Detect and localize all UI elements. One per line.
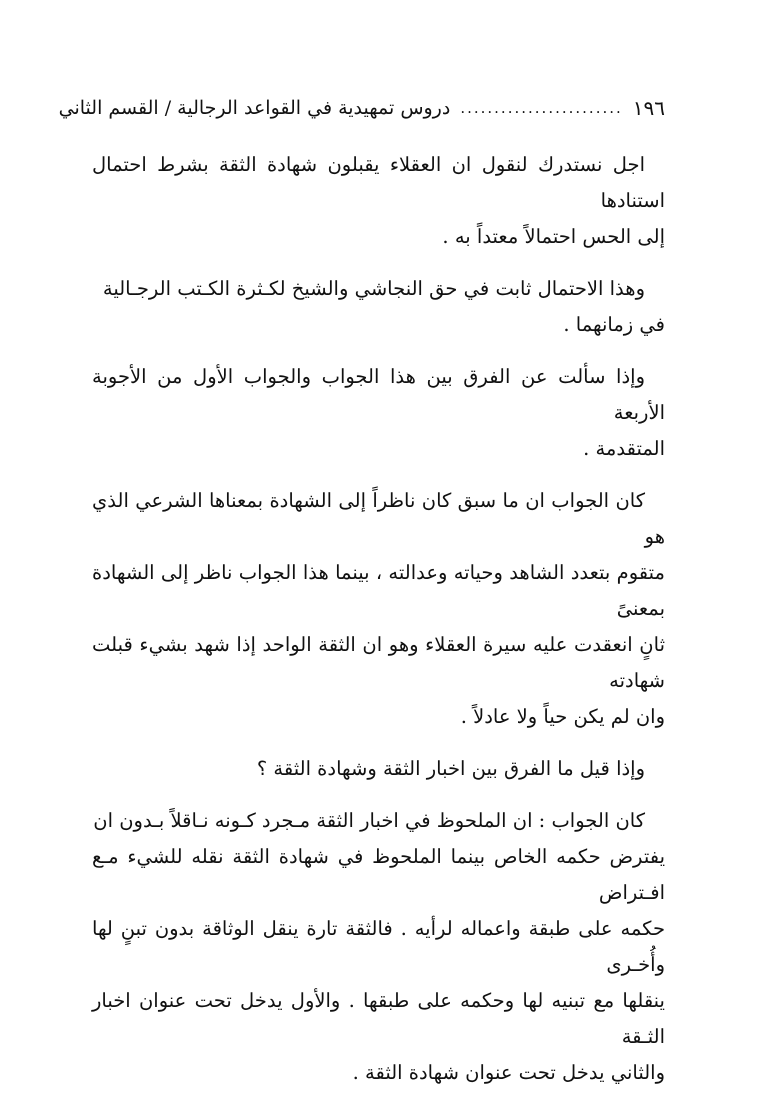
paragraph: كان الجواب : ان الملحوظ في اخبار الثقة مـجرد كـونه نـاقلاً بـدون ان يفترض حكمه الخاص بينما الملحوظ في شهادة الثقة نقله للشيء مـع افـتراض حكمه على طبقة واعماله لرأيه . فالثقة تارة ينقل الوثاقة بدون تبنٍ لها وأُخـرى ينقلها مع تبنيه لها وحكمه على طبقها . والأول يدخل تحت عنوان اخبار الثـقة والثاني يدخل تحت عنوان شهادة الثقة . bbox=[92, 809, 665, 1084]
paragraph: وإذا سألت عن الفرق بين هذا الجواب والجواب الأول من الأجوبة الأربعة المتقدمة . bbox=[92, 365, 665, 460]
paragraph: وإذا قيل ما الفرق بين اخبار الثقة وشهادة الثقة ؟ bbox=[256, 757, 645, 780]
paragraph: وهذا الاحتمال ثابت في حق النجاشي والشيخ لكـثرة الكـتب الرجـالية في زمانهما . bbox=[102, 277, 665, 336]
running-title: دروس تمهيدية في القواعد الرجالية / القسم الثاني bbox=[58, 97, 451, 119]
paragraph: كان الجواب ان ما سبق كان ناظراً إلى الشهادة بمعناها الشرعي الذي هو متقوم بتعدد الشاهد وحياته وعدالته ، بينما هذا الجواب ناظر إلى الشهادة بمعنىً ثانٍ انعقدت عليه سيرة العقلاء وهو ان الثقة الواحد إذا شهد بشيء قبلت شهادته وان لم يكن حياً ولا عادلاً . bbox=[92, 489, 665, 728]
header-leader-dots: ........................ bbox=[460, 99, 623, 117]
running-header bbox=[58, 88, 665, 128]
page-number: ١٩٦ bbox=[632, 96, 665, 120]
body-text bbox=[92, 147, 665, 1107]
paragraph: اجل نستدرك لنقول ان العقلاء يقبلون شهادة الثقة بشرط احتمال استنادها إلى الحس احتمالاً معتداً به . bbox=[92, 153, 665, 248]
